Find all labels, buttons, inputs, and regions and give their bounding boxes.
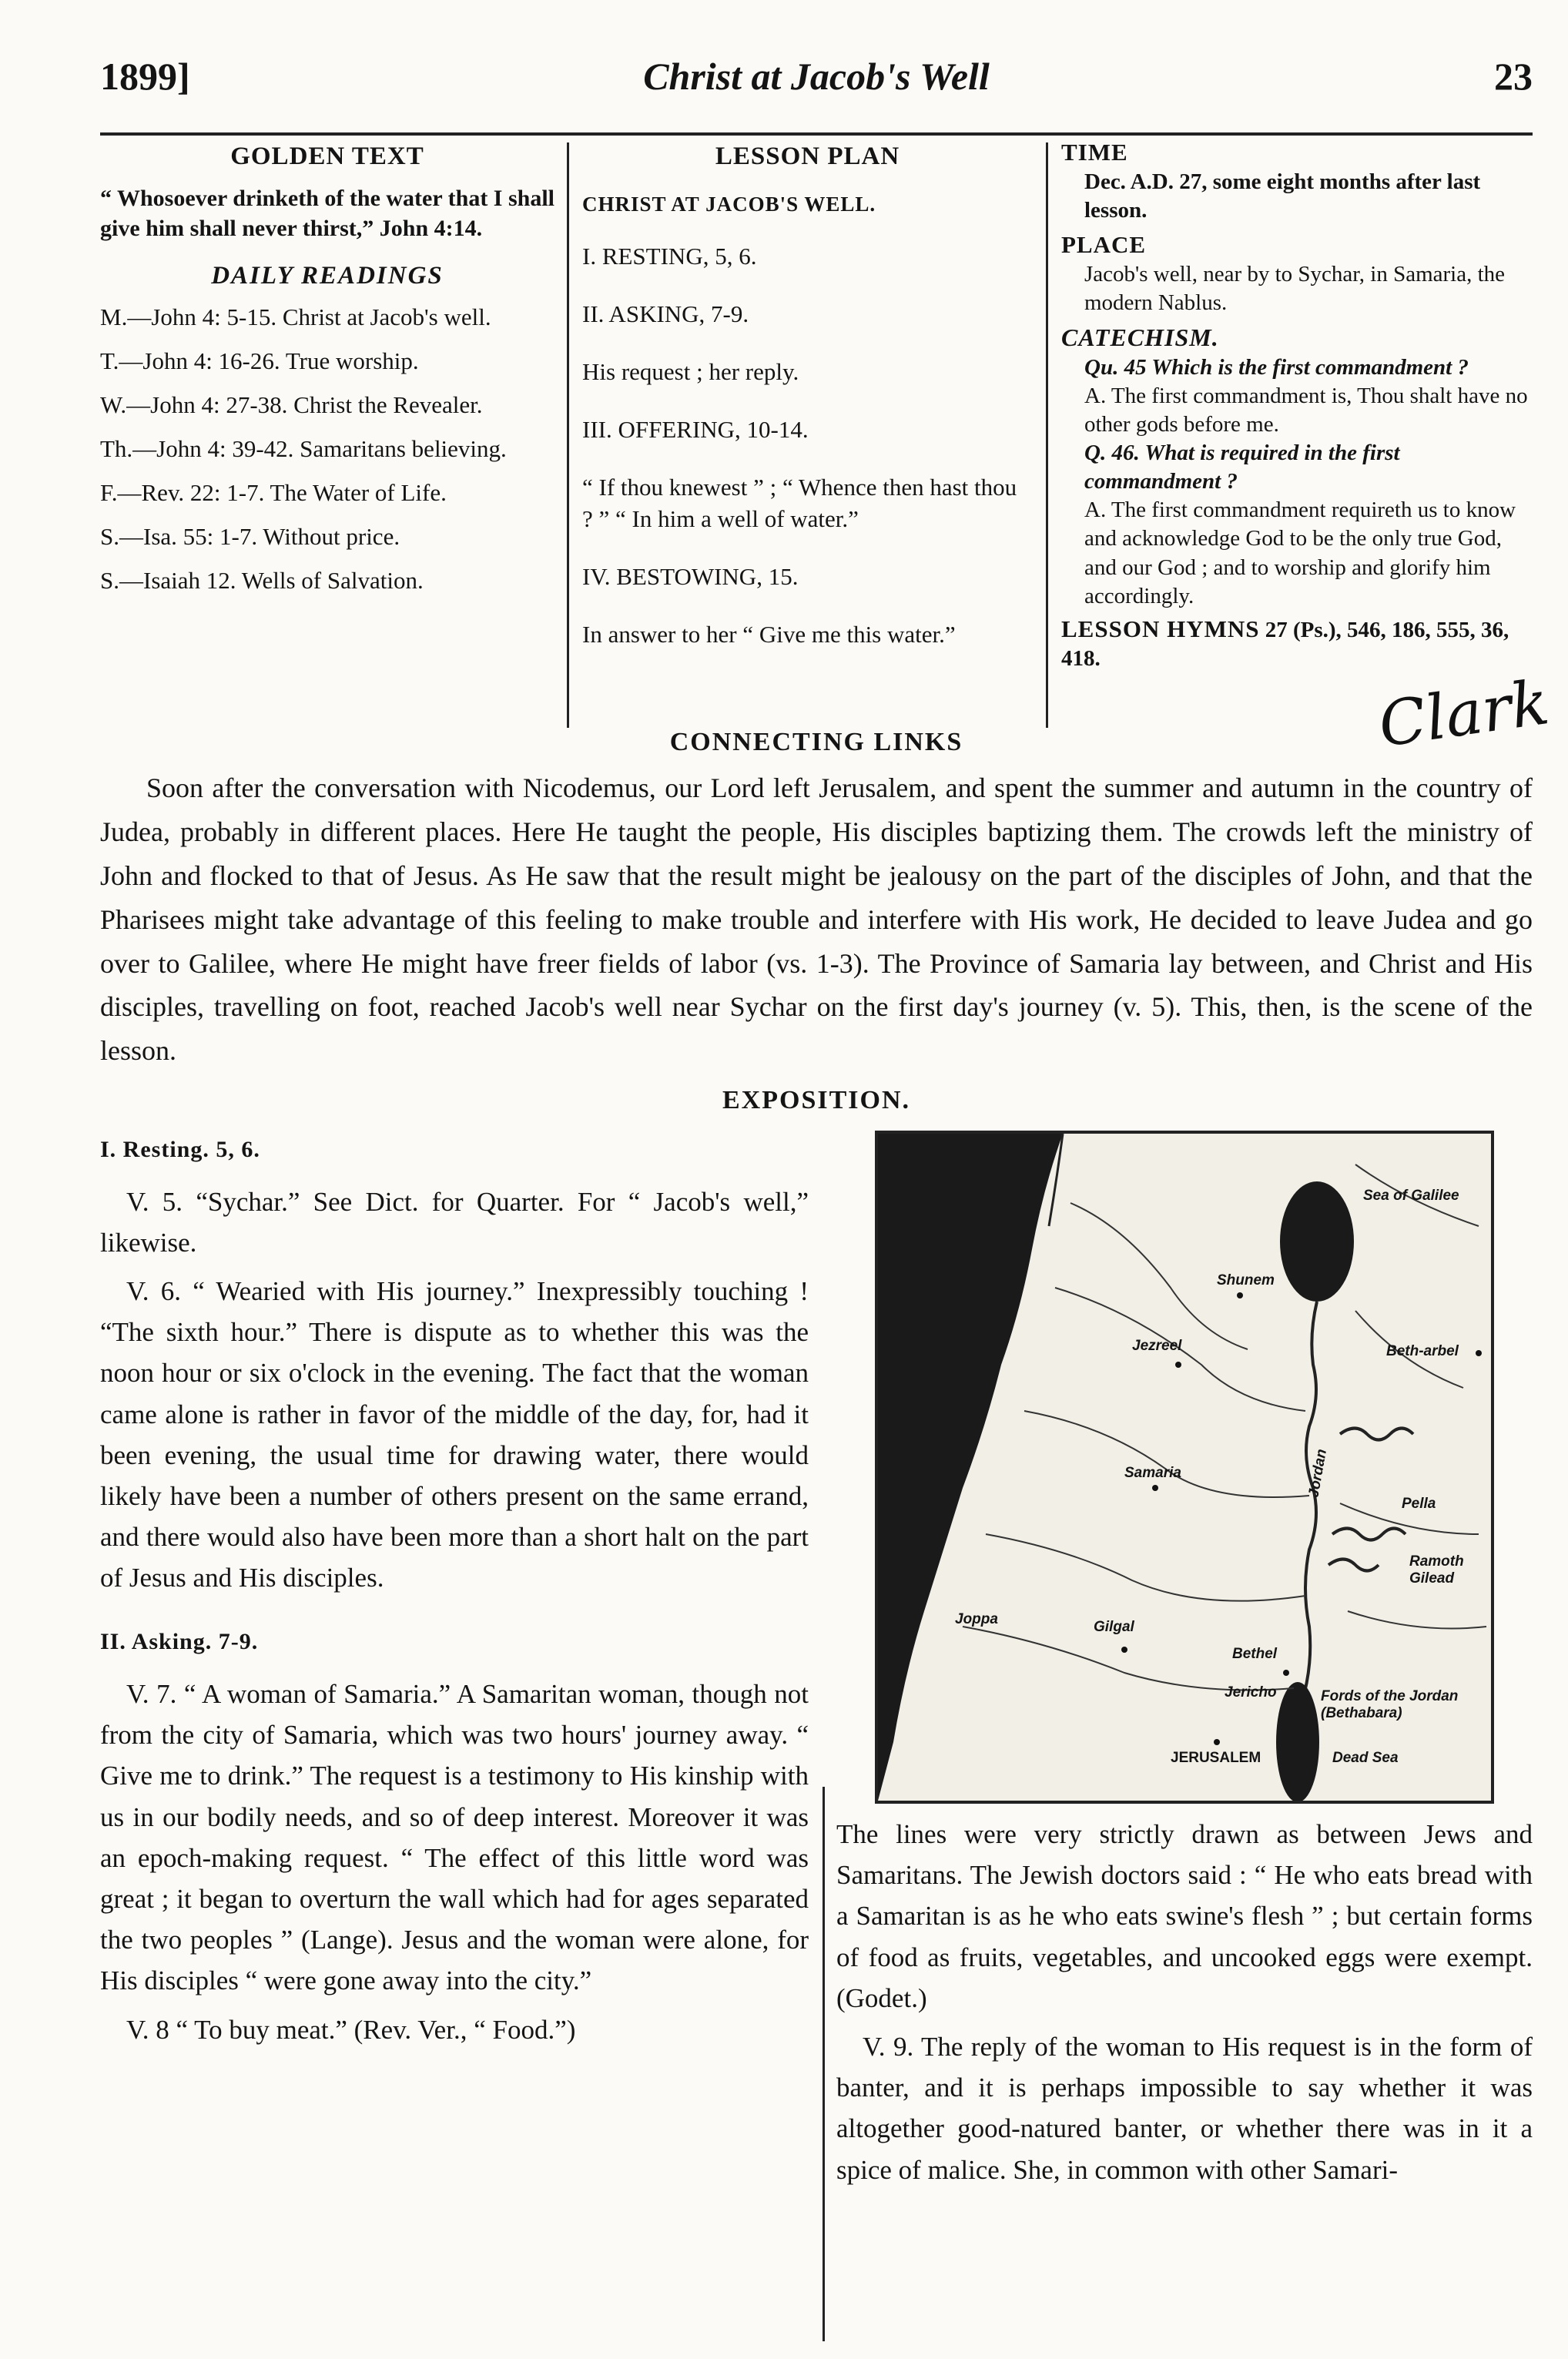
map-label-jordan: Jordan [1305, 1447, 1331, 1499]
map-label-jerusalem: JERUSALEM [1171, 1750, 1261, 1766]
header-title: Christ at Jacob's Well [643, 55, 990, 98]
map-label-gilgal: Gilgal [1094, 1619, 1134, 1635]
page-number: 23 [1494, 55, 1533, 98]
place-text: Jacob's well, near by to Sychar, in Samaria, the modern Nablus. [1084, 261, 1506, 315]
daily-readings-heading: DAILY READINGS [211, 261, 444, 290]
lesson-hymns-heading: LESSON HYMNS [1061, 615, 1260, 642]
daily-reading-item: Th.—John 4: 39-42. Samaritans believing. [100, 435, 507, 462]
map-label-pella: Pella [1402, 1496, 1436, 1512]
daily-reading-item: T.—John 4: 16-26. True worship. [100, 347, 419, 375]
daily-reading-item: S.—Isaiah 12. Wells of Salvation. [100, 566, 424, 594]
map-label-beth-arbel: Beth-arbel [1386, 1343, 1459, 1359]
column-rule-1 [567, 142, 569, 728]
verse-9-note: V. 9. The reply of the woman to His request is in the form of banter, and it is perhaps impossible to say whether it was altogether good-natured banter, or whether there was in it a spice of malice. She, in common with other Samari- [836, 2031, 1533, 2185]
lesson-plan-item: In answer to her “ Give me this water.” [582, 620, 956, 648]
verse-6-note: V. 6. “ Wearied with His journey.” Inexpressibly touching ! “The sixth hour.” There is dispute as to whether this was the noon hour or six o'clock in the evening. The fact that the woman came alone is rather in favor of the middle of the day, for, had it been evening, the usual time for drawing water, there would likely have been a number of others present on the same errand, and there would also have been more than a short halt on the part of Jesus and His disciples. [100, 1275, 809, 1593]
exposition-right-column [836, 1814, 1533, 2198]
section-asking-heading: II. Asking. 7-9. [100, 1629, 259, 1655]
lesson-plan-item: His request ; her reply. [582, 357, 799, 385]
map-label-ramoth-gilead: Ramoth Gilead [1409, 1553, 1464, 1587]
lesson-plan-item: I. RESTING, 5, 6. [582, 243, 757, 270]
verse-8-note: V. 8 “ To buy meat.” (Rev. Ver., “ Food.”) [126, 2014, 576, 2045]
left-sidebar-column [100, 140, 554, 609]
map-label-joppa: Joppa [955, 1611, 998, 1627]
lesson-plan-item: II. ASKING, 7-9. [582, 300, 749, 328]
map-label-shunem: Shunem [1217, 1272, 1275, 1288]
daily-reading-item: S.—Isa. 55: 1-7. Without price. [100, 522, 400, 550]
verse-5-note: V. 5. “Sychar.” See Dict. for Quarter. For “ Jacob's well,” likewise. [100, 1186, 809, 1258]
lesson-plan-item: “ If thou knewest ” ; “ Whence then hast thou ? ” “ In him a well of water.” [582, 473, 1017, 532]
map-label-dead-sea: Dead Sea [1332, 1750, 1399, 1766]
right-sidebar-column [1061, 137, 1533, 673]
connecting-links-heading: CONNECTING LINKS [669, 728, 963, 756]
catechism-answer-46: A. The first commandment requireth us to know and acknowledge God to be the only true God, and our God ; and to worship and glorify him accordingly. [1084, 498, 1516, 608]
lesson-hymns-text: 27 (Ps.), 546, 186, 555, 36, 418. [1061, 617, 1509, 671]
catechism-heading: CATECHISM. [1061, 323, 1219, 351]
lesson-plan-item: IV. BESTOWING, 15. [582, 562, 799, 590]
map-of-samaria [875, 1131, 1494, 1804]
golden-text: “ Whosoever drinketh of the water that I shall give him shall never thirst,” John 4:14. [100, 185, 555, 242]
map-label-jericho: Jericho [1225, 1684, 1277, 1701]
verse-7-note: V. 7. “ A woman of Samaria.” A Samaritan woman, though not from the city of Samaria, which was two hours' journey away. “ Give me to drink.” The request is a testimony to His kinship with us in our bodily needs, and so of deep interest. Moreover it was an epoch-making request. “ The effect of this little word was great ; it began to overturn the wall which had for ages separated the two peoples ” (Lange). Jesus and the woman were alone, for His disciples “ were gone away into the city.” [100, 1679, 809, 1996]
map-label-jezreel: Jezreel [1132, 1338, 1182, 1354]
running-header [100, 54, 1533, 108]
place-heading: PLACE [1061, 230, 1147, 258]
samaritans-paragraph: The lines were very strictly drawn as between Jews and Samaritans. The Jewish doctors said : “ He who eats bread with a Samaritan is as he who eats swine's flesh ” ; but certain forms of food as fruits, vegetables, and uncooked eggs were exempt. (Godet.) [836, 1819, 1533, 2013]
column-rule-2 [1046, 142, 1048, 728]
map-label-samaria: Samaria [1124, 1465, 1181, 1481]
connecting-links-paragraph: Soon after the conversation with Nicodemus, our Lord left Jerusalem, and spent the summer and autumn in the country of Judea, probably in different places. Here He taught the people, His disciples baptizing them. The crowds left the ministry of John and flocked to that of Jesus. As He saw that the result might be jealousy on the part of the disciples of John, and that the Pharisees might take advantage of this feeling to make trouble and interfere with His work, He decided to leave Judea and go over to Galilee, where He might have freer fields of labor (vs. 1-3). The Province of Samaria lay between, and Christ and His disciples, travelling on foot, reached Jacob's well near Sychar on the first day's journey (v. 5). This, then, is the scene of the lesson. [100, 772, 1533, 1067]
daily-reading-item: F.—Rev. 22: 1-7. The Water of Life. [100, 478, 447, 506]
catechism-question-46: Q. 46. What is required in the first commandment ? [1084, 441, 1400, 494]
column-rule-3 [823, 1787, 825, 2341]
map-label-bethel: Bethel [1232, 1646, 1278, 1662]
lesson-plan-heading: LESSON PLAN [715, 142, 900, 170]
lesson-plan-column [582, 140, 1033, 662]
time-heading: TIME [1061, 139, 1128, 166]
lesson-plan-subtitle: CHRIST AT JACOB'S WELL. [582, 192, 876, 216]
connecting-links-body [100, 766, 1533, 1073]
map-label-sea-of-galilee: Sea of Galilee [1363, 1188, 1459, 1204]
section-resting-heading: I. Resting. 5, 6. [100, 1137, 260, 1162]
header-year: 1899] [100, 55, 190, 98]
header-rule [100, 132, 1533, 136]
map-label-fords-of-jordan: Fords of the Jordan (Bethabara) [1321, 1688, 1459, 1721]
exposition-heading: EXPOSITION. [722, 1086, 910, 1114]
time-text: Dec. A.D. 27, some eight months after last lesson. [1084, 169, 1481, 223]
daily-reading-item: M.—John 4: 5-15. Christ at Jacob's well. [100, 303, 491, 331]
signature-text: Clark [1374, 666, 1553, 761]
daily-reading-item: W.—John 4: 27-38. Christ the Revealer. [100, 391, 483, 419]
catechism-question-45: Qu. 45 Which is the first commandment ? [1084, 354, 1469, 380]
catechism-answer-45: A. The first commandment is, Thou shalt have no other gods before me. [1084, 383, 1528, 437]
exposition-left-column [100, 1132, 809, 2058]
golden-text-heading: GOLDEN TEXT [230, 142, 424, 170]
lesson-plan-item: III. OFFERING, 10-14. [582, 415, 809, 443]
